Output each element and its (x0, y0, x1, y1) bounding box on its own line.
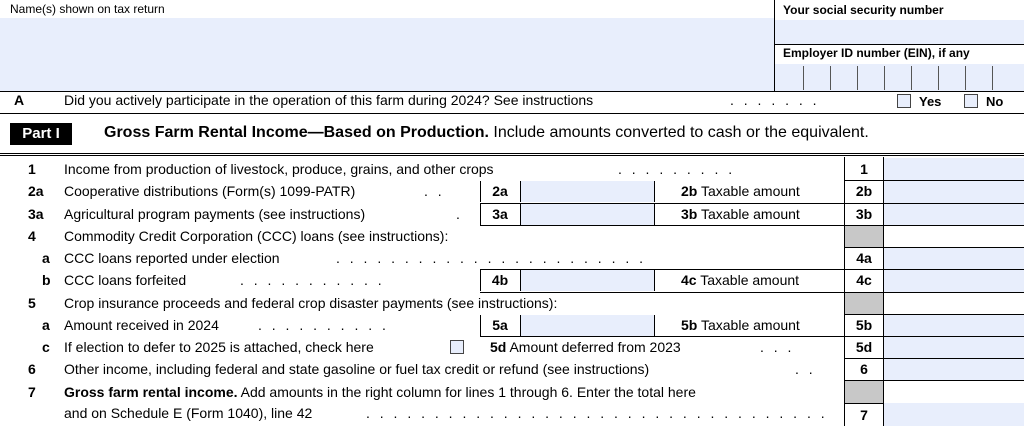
line-6-amount-field[interactable] (884, 359, 1024, 380)
line-5c-text: If election to defer to 2025 is attached, check here (64, 339, 374, 355)
question-a-letter: A (14, 92, 25, 108)
mid-box-number: 2a (492, 183, 508, 199)
line-number: 4 (28, 228, 36, 244)
line-7-rest-text: Add amounts in the right column for lines 1 through 6. Enter the total here (237, 384, 696, 400)
line-5b-label (681, 317, 800, 333)
line-5a-text: Amount received in 2024 (64, 317, 219, 333)
line-4c-label (681, 272, 799, 288)
part-title-bold: Gross Farm Rental Income—Based on Production. (104, 124, 489, 141)
line-5d-amount-field[interactable] (884, 337, 1024, 358)
box-number: 7 (860, 407, 868, 423)
part-badge: Part I (10, 123, 72, 145)
leader-dots: . . . (760, 339, 795, 355)
taxable-amount-text: Taxable amount (700, 183, 800, 199)
line-4c-number: 4c (681, 272, 697, 288)
part-heading-rule (0, 155, 1024, 156)
line-2b-number: 2b (681, 183, 698, 199)
ein-digit-divider (938, 66, 939, 90)
mid-box-number: 3a (492, 206, 508, 222)
line-4b-text: CCC loans forfeited (64, 272, 187, 288)
line-5b-number: 5b (681, 317, 698, 333)
line-5d-label (490, 339, 681, 355)
line-number: 1 (28, 161, 36, 177)
leader-dots: . . . . . . . . . . . (240, 272, 385, 288)
mid-box-number: 5a (492, 317, 508, 333)
line-7-amount-field[interactable] (884, 403, 1024, 426)
taxpayer-name-field[interactable] (0, 18, 774, 91)
yes-label: Yes (919, 94, 942, 109)
line-number: 3a (28, 206, 44, 222)
defer-election-checkbox[interactable] (450, 340, 464, 354)
ein-digit-divider (911, 66, 912, 90)
line-4a-amount-field[interactable] (884, 248, 1024, 269)
ein-digit-divider (884, 66, 885, 90)
line-2a-text: Cooperative distributions (Form(s) 1099-PATR) (64, 183, 356, 199)
line-3b-amount-field[interactable] (884, 204, 1024, 226)
line-5d-text: Amount deferred from 2023 (509, 339, 681, 355)
taxable-amount-text: Taxable amount (700, 317, 800, 333)
box-number: 6 (860, 361, 868, 377)
line-1-amount-field[interactable] (884, 158, 1024, 180)
row-rule (480, 292, 1024, 293)
part-heading-rule (0, 153, 1024, 154)
box-number: 5b (855, 317, 873, 333)
ssn-field[interactable] (775, 20, 1024, 44)
leader-dots: . . . . . . . . . . (258, 317, 389, 333)
line-number: 2a (28, 183, 44, 199)
box-number: 4a (856, 250, 872, 266)
shaded-cell (845, 381, 883, 403)
box-number: 5d (855, 339, 873, 355)
line-2a-amount-field[interactable] (520, 181, 655, 202)
line-4a-text: CCC loans reported under election (64, 250, 280, 266)
shaded-cell (845, 293, 883, 314)
question-a-text: Did you actively participate in the operation of this farm during 2024? See instructions (64, 92, 594, 108)
line-3b-number: 3b (681, 206, 698, 222)
line-3b-label (681, 206, 800, 222)
ein-digit-divider (992, 66, 993, 90)
line-4-text: Commodity Credit Corporation (CCC) loans (see instructions): (64, 228, 449, 244)
line-2b-amount-field[interactable] (884, 181, 1024, 203)
line-5d-number: 5d (490, 339, 507, 355)
ssn-divider (775, 44, 1024, 45)
ein-digit-divider (965, 66, 966, 90)
part-title (104, 124, 869, 142)
question-a-bottom-rule (0, 113, 1024, 114)
line-6-text: Other income, including federal and state gasoline or fuel tax credit or refund (see instructions) (64, 361, 650, 377)
leader-dots: . . . . . . . . . . . . . . . . . . . . . . . (336, 250, 647, 266)
box-number: 3b (855, 206, 873, 222)
yes-checkbox[interactable] (897, 94, 911, 108)
box-number: 4c (856, 272, 872, 288)
line-5b-amount-field[interactable] (884, 315, 1024, 336)
line-letter: a (42, 250, 50, 266)
line-3a-amount-field[interactable] (520, 204, 655, 225)
leader-dots: . (456, 206, 463, 222)
leader-dots: . . . . . . . . . (618, 161, 736, 177)
line-7-text (64, 384, 696, 400)
line-number: 5 (28, 295, 36, 311)
line-number: 6 (28, 361, 36, 377)
mid-box-number: 4b (491, 272, 509, 288)
line-3a-text: Agricultural program payments (see instructions) (64, 206, 366, 222)
ein-digit-divider (803, 66, 804, 90)
leader-dots: . . (795, 361, 816, 377)
line-4b-amount-field[interactable] (520, 270, 655, 291)
ein-digit-divider (830, 66, 831, 90)
line-5-text: Crop insurance proceeds and federal crop disaster payments (see instructions): (64, 295, 558, 311)
line-letter: a (42, 317, 50, 333)
taxable-amount-text: Taxable amount (700, 272, 800, 288)
ein-digit-divider (857, 66, 858, 90)
line-7-text-continued: and on Schedule E (Form 1040), line 42 (64, 405, 313, 421)
leader-dots: . . . . . . . (730, 92, 820, 108)
taxable-amount-text: Taxable amount (700, 206, 800, 222)
line-letter: c (42, 339, 50, 355)
part-title-rest: Include amounts converted to cash or the equivalent. (488, 124, 869, 141)
taxpayer-name-label: Name(s) shown on tax return (10, 2, 165, 16)
row-rule (844, 403, 884, 404)
leader-dots: . . (424, 183, 445, 199)
leader-dots: . . . . . . . . . . . . . . . . . . . . . . . . . . . . . . . . . . (366, 405, 828, 421)
line-letter: b (42, 272, 51, 288)
row-rule (480, 225, 1024, 226)
ein-label: Employer ID number (EIN), if any (783, 46, 970, 60)
box-number: 2b (855, 183, 873, 199)
line-4c-amount-field[interactable] (884, 270, 1024, 292)
line-2b-label (681, 183, 800, 199)
line-1-text: Income from production of livestock, produce, grains, and other crops (64, 161, 494, 177)
no-label: No (986, 94, 1004, 109)
line-number: 7 (28, 384, 36, 400)
ein-field[interactable] (775, 64, 1024, 91)
ssn-label: Your social security number (783, 3, 944, 17)
line-5a-amount-field[interactable] (520, 315, 655, 336)
no-checkbox[interactable] (964, 94, 978, 108)
shaded-cell (845, 226, 883, 247)
box-number: 1 (860, 161, 868, 177)
line-7-bold-text: Gross farm rental income. (64, 384, 238, 400)
